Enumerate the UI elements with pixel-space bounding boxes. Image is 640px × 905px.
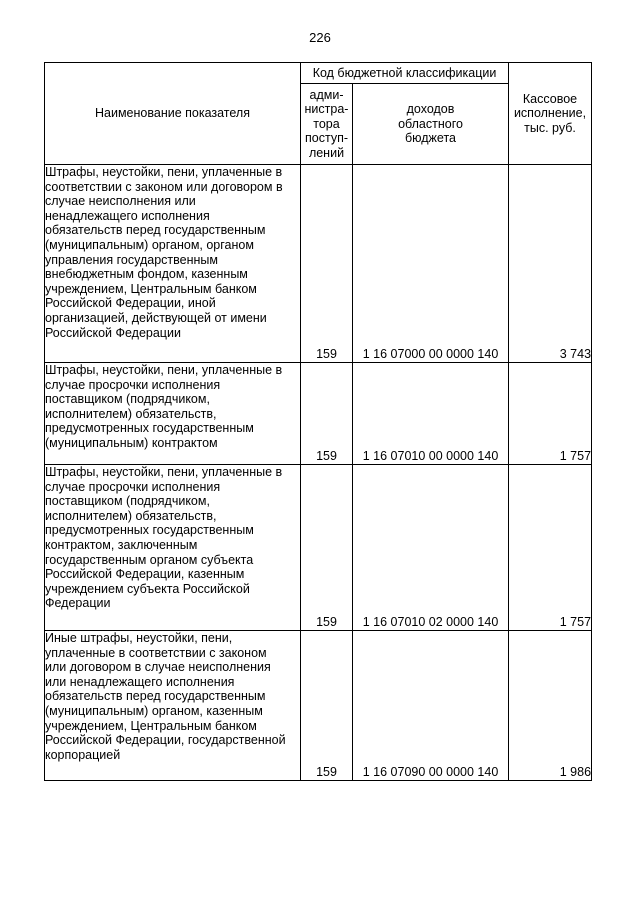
row-name: Иные штрафы, неустойки, пени, уплаченные в соответствии с законом или договором в случае неисполнения или ненадлежащего исполнения обязательств перед государственным (муниципальным) органом, казенным учреждением, Центральным банком Российской Федерации, государственной корпорацией (45, 631, 301, 781)
row-admin-code: 159 (301, 165, 353, 363)
row-amount: 1 757 (509, 465, 592, 631)
row-budget-code: 1 16 07000 00 0000 140 (353, 165, 509, 363)
row-amount: 3 743 (509, 165, 592, 363)
header-row-top (45, 63, 592, 84)
row-name: Штрафы, неустойки, пени, уплаченные в соответствии с законом или договором в случае неисполнения или ненадлежащего исполнения обязательств перед государственным (муниципальным) органом, органом управления государственным внебюджетным фондом, казенным учреждением, Центральным банком Российской Федерации, иной организацией, действующей от имени Российской Федерации (45, 165, 301, 363)
row-amount: 1 757 (509, 363, 592, 465)
column-header-name: Наименование показателя (45, 63, 301, 165)
table-row (45, 631, 592, 781)
table-row (45, 363, 592, 465)
row-name: Штрафы, неустойки, пени, уплаченные в случае просрочки исполнения поставщиком (подрядчиком, исполнителем) обязательств, предусмотренных государственным (муниципальным) контрактом (45, 363, 301, 465)
table-row (45, 165, 592, 363)
row-budget-code: 1 16 07010 02 0000 140 (353, 465, 509, 631)
column-header-administrator: адми- нистра- тора поступ- лений (301, 84, 353, 165)
table-row (45, 465, 592, 631)
column-header-cash-execution: Кассовое исполнение, тыс. руб. (509, 63, 592, 165)
budget-table (44, 62, 592, 781)
row-admin-code: 159 (301, 631, 353, 781)
column-header-income-code: доходов областного бюджета (353, 84, 509, 165)
page-number: 226 (309, 30, 331, 45)
row-name: Штрафы, неустойки, пени, уплаченные в случае просрочки исполнения поставщиком (подрядчиком, исполнителем) обязательств, предусмотренных государственным контрактом, заключенным государственным органом субъекта Российской Федерации, казенным учреждением субъекта Российской Федерации (45, 465, 301, 631)
row-admin-code: 159 (301, 465, 353, 631)
column-header-code-group: Код бюджетной классификации (301, 63, 509, 84)
row-budget-code: 1 16 07090 00 0000 140 (353, 631, 509, 781)
row-amount: 1 986 (509, 631, 592, 781)
row-admin-code: 159 (301, 363, 353, 465)
row-budget-code: 1 16 07010 00 0000 140 (353, 363, 509, 465)
